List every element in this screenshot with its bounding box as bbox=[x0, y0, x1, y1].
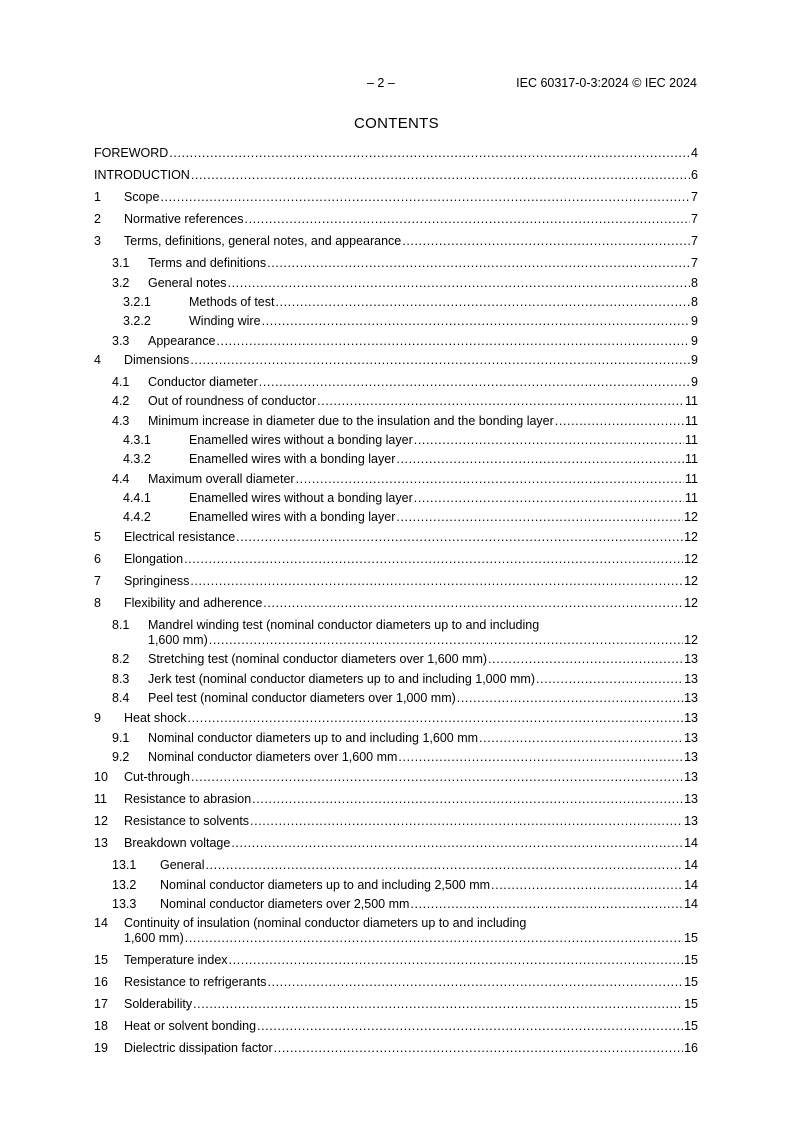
document-reference: IEC 60317-0-3:2024 © IEC 2024 bbox=[516, 76, 697, 90]
toc-entry-number: 4.3.2 bbox=[123, 452, 151, 466]
page-header bbox=[0, 76, 793, 92]
dot-leader bbox=[479, 731, 683, 746]
toc-entry[interactable] bbox=[94, 1041, 698, 1056]
toc-entry-page: 9 bbox=[691, 314, 698, 328]
toc-entry-title: Nominal conductor diameters over 2,500 mm bbox=[160, 897, 410, 911]
toc-entry-page: 4 bbox=[691, 146, 698, 160]
dot-leader bbox=[229, 953, 684, 968]
toc-entry-page: 13 bbox=[684, 691, 698, 705]
toc-entry-title: Nominal conductor diameters over 1,600 mm bbox=[148, 750, 398, 764]
toc-entry-page: 7 bbox=[691, 212, 698, 226]
toc-entry[interactable] bbox=[94, 792, 698, 807]
toc-entry-page: 11 bbox=[685, 452, 698, 466]
toc-entry[interactable] bbox=[94, 618, 698, 648]
toc-entry[interactable] bbox=[94, 897, 698, 912]
toc-entry-page: 14 bbox=[684, 878, 698, 892]
toc-entry-number: 11 bbox=[94, 792, 107, 806]
toc-entry-page: 7 bbox=[691, 256, 698, 270]
toc-entry-page: 13 bbox=[684, 770, 698, 784]
toc-entry[interactable] bbox=[94, 953, 698, 968]
toc-entry[interactable] bbox=[94, 452, 698, 467]
toc-entry-title: Cut-through bbox=[124, 770, 191, 784]
toc-entry-number: 4.1 bbox=[112, 375, 130, 389]
dot-leader bbox=[209, 633, 683, 648]
dot-leader bbox=[205, 858, 683, 873]
toc-entry-number: 9.1 bbox=[112, 731, 130, 745]
toc-entry[interactable] bbox=[94, 510, 698, 525]
toc-entry-title: Minimum increase in diameter due to the insulation and the bonding layer bbox=[148, 414, 554, 428]
toc-entry[interactable] bbox=[94, 814, 698, 829]
toc-entry-title: General notes bbox=[148, 276, 227, 290]
toc-entry-title: Winding wire bbox=[189, 314, 261, 328]
toc-entry-number: 3.2 bbox=[112, 276, 130, 290]
toc-entry-number: 19 bbox=[94, 1041, 108, 1055]
toc-entry-page: 12 bbox=[684, 510, 698, 524]
toc-entry[interactable] bbox=[94, 836, 698, 851]
dot-leader bbox=[191, 770, 683, 785]
toc-entry-title: Peel test (nominal conductor diameters over 1,000 mm) bbox=[148, 691, 456, 705]
toc-entry-number: 1 bbox=[94, 190, 101, 204]
dot-leader bbox=[396, 510, 683, 525]
toc-entry-title: Nominal conductor diameters up to and including 1,600 mm bbox=[148, 731, 479, 745]
toc-entry[interactable] bbox=[94, 212, 698, 227]
toc-entry-number: 8.2 bbox=[112, 652, 130, 666]
toc-entry-number: 5 bbox=[94, 530, 101, 544]
toc-entry-title: Stretching test (nominal conductor diameters over 1,600 mm) bbox=[148, 652, 488, 666]
toc-entry-page: 15 bbox=[684, 975, 698, 989]
toc-entry-title: Mandrel winding test (nominal conductor diameters up to and including bbox=[148, 618, 540, 632]
toc-entry-number: 14 bbox=[94, 916, 108, 930]
toc-entry[interactable] bbox=[94, 878, 698, 893]
toc-entry[interactable] bbox=[94, 234, 698, 249]
dot-leader bbox=[184, 552, 683, 567]
dot-leader bbox=[257, 1019, 683, 1034]
toc-entry-number: 12 bbox=[94, 814, 108, 828]
dot-leader bbox=[236, 530, 683, 545]
toc-entry-title: General bbox=[160, 858, 205, 872]
dot-leader bbox=[231, 836, 683, 851]
toc-entry-number: 4.4.1 bbox=[123, 491, 151, 505]
toc-entry-title: Enamelled wires without a bonding layer bbox=[189, 491, 413, 505]
dot-leader bbox=[275, 295, 690, 310]
toc-entry-number: 10 bbox=[94, 770, 108, 784]
toc-entry-title: Terms, definitions, general notes, and appearance bbox=[124, 234, 402, 248]
toc-entry-page: 11 bbox=[685, 433, 698, 447]
toc-entry-number: 3.1 bbox=[112, 256, 130, 270]
toc-entry[interactable] bbox=[94, 770, 698, 785]
toc-entry-title: Breakdown voltage bbox=[124, 836, 231, 850]
dot-leader bbox=[228, 276, 691, 291]
contents-title: CONTENTS bbox=[354, 115, 439, 132]
toc-entry-number: 4.4.2 bbox=[123, 510, 151, 524]
toc-entry[interactable] bbox=[94, 750, 698, 765]
toc-entry-title: Enamelled wires with a bonding layer bbox=[189, 452, 396, 466]
toc-entry-page: 14 bbox=[684, 858, 698, 872]
dot-leader bbox=[262, 314, 690, 329]
toc-entry-title: Appearance bbox=[148, 334, 216, 348]
toc-entry[interactable] bbox=[94, 433, 698, 448]
toc-entry-title: Temperature index bbox=[124, 953, 228, 967]
dot-leader bbox=[160, 190, 690, 205]
dot-leader bbox=[402, 234, 690, 249]
toc-entry-page: 13 bbox=[684, 814, 698, 828]
toc-entry-title-continuation: 1,600 mm) bbox=[148, 633, 208, 647]
toc-entry[interactable] bbox=[94, 916, 698, 946]
dot-leader bbox=[169, 146, 690, 161]
toc-entry-title: Out of roundness of conductor bbox=[148, 394, 317, 408]
toc-entry-title: Heat shock bbox=[124, 711, 187, 725]
page-number: – 2 – bbox=[367, 76, 395, 90]
dot-leader bbox=[488, 652, 683, 667]
toc-entry-number: 4.4 bbox=[112, 472, 130, 486]
toc-entry-page: 12 bbox=[684, 552, 698, 566]
toc-entry-page: 14 bbox=[684, 836, 698, 850]
toc-entry[interactable] bbox=[94, 394, 698, 409]
toc-entry-number: 8.1 bbox=[112, 618, 130, 632]
toc-entry-page: 9 bbox=[691, 353, 698, 367]
toc-entry-page: 12 bbox=[684, 530, 698, 544]
toc-entry[interactable] bbox=[94, 731, 698, 746]
toc-entry-title: Elongation bbox=[124, 552, 184, 566]
toc-entry-page: 9 bbox=[691, 334, 698, 348]
toc-entry[interactable] bbox=[94, 858, 698, 873]
toc-entry-page: 11 bbox=[685, 394, 698, 408]
toc-entry-number: 3.3 bbox=[112, 334, 130, 348]
toc-entry-page: 12 bbox=[684, 633, 698, 647]
toc-entry-title: Continuity of insulation (nominal conductor diameters up to and including bbox=[124, 916, 527, 930]
toc-entry-title: Flexibility and adherence bbox=[124, 596, 263, 610]
dot-leader bbox=[188, 711, 684, 726]
dot-leader bbox=[457, 691, 683, 706]
toc-entry-page: 15 bbox=[684, 931, 698, 945]
dot-leader bbox=[245, 212, 691, 227]
toc-entry-page: 7 bbox=[691, 190, 698, 204]
toc-entry-number: 6 bbox=[94, 552, 101, 566]
toc-entry-number: 13.1 bbox=[112, 858, 137, 872]
toc-entry-page: 13 bbox=[684, 652, 698, 666]
toc-entry-title: Enamelled wires without a bonding layer bbox=[189, 433, 413, 447]
toc-entry-title: Normative references bbox=[124, 212, 244, 226]
toc-entry-number: 4.3 bbox=[112, 414, 130, 428]
toc-entry-title: Nominal conductor diameters up to and including 2,500 mm bbox=[160, 878, 491, 892]
toc-entry-number: 4.3.1 bbox=[123, 433, 151, 447]
toc-entry-number: 3 bbox=[94, 234, 101, 248]
toc-entry-title: Methods of test bbox=[189, 295, 275, 309]
toc-entry-page: 6 bbox=[691, 168, 698, 182]
toc-entry-page: 16 bbox=[684, 1041, 698, 1055]
toc-entry[interactable] bbox=[94, 552, 698, 567]
dot-leader bbox=[193, 997, 683, 1012]
dot-leader bbox=[536, 672, 683, 687]
dot-leader bbox=[396, 452, 684, 467]
toc-entry-title: Resistance to abrasion bbox=[124, 792, 252, 806]
toc-entry-title: INTRODUCTION bbox=[94, 168, 190, 182]
toc-entry-number: 16 bbox=[94, 975, 108, 989]
dot-leader bbox=[398, 750, 683, 765]
dot-leader bbox=[263, 596, 683, 611]
toc-entry-number: 4.2 bbox=[112, 394, 130, 408]
dot-leader bbox=[185, 931, 683, 946]
toc-entry-number: 2 bbox=[94, 212, 101, 226]
dot-leader bbox=[414, 433, 684, 448]
dot-leader bbox=[190, 574, 683, 589]
toc-entry-title: Resistance to refrigerants bbox=[124, 975, 267, 989]
toc-entry-page: 8 bbox=[691, 295, 698, 309]
toc-entry-page: 7 bbox=[691, 234, 698, 248]
toc-entry-page: 15 bbox=[684, 953, 698, 967]
toc-entry-title-continuation: 1,600 mm) bbox=[124, 931, 184, 945]
dot-leader bbox=[491, 878, 683, 893]
toc-entry-page: 12 bbox=[684, 574, 698, 588]
dot-leader bbox=[296, 472, 684, 487]
toc-entry-number: 7 bbox=[94, 574, 101, 588]
toc-entry[interactable] bbox=[94, 975, 698, 990]
toc-entry-page: 11 bbox=[685, 491, 698, 505]
toc-entry-number: 13.2 bbox=[112, 878, 137, 892]
dot-leader bbox=[191, 168, 690, 183]
toc-entry[interactable] bbox=[94, 472, 698, 487]
toc-entry[interactable] bbox=[94, 530, 698, 545]
toc-entry-page: 13 bbox=[684, 672, 698, 686]
dot-leader bbox=[190, 353, 690, 368]
toc-entry[interactable] bbox=[94, 314, 698, 329]
toc-entry[interactable] bbox=[94, 375, 698, 390]
toc-entry-title: Jerk test (nominal conductor diameters up to and including 1,000 mm) bbox=[148, 672, 535, 686]
toc-entry-title: Dielectric dissipation factor bbox=[124, 1041, 273, 1055]
toc-entry-title: Heat or solvent bonding bbox=[124, 1019, 257, 1033]
toc-entry-page: 13 bbox=[684, 792, 698, 806]
toc-entry-page: 13 bbox=[684, 750, 698, 764]
dot-leader bbox=[414, 491, 684, 506]
toc-entry-number: 17 bbox=[94, 997, 108, 1011]
toc-entry[interactable] bbox=[94, 652, 698, 667]
toc-entry[interactable] bbox=[94, 414, 698, 429]
toc-entry[interactable] bbox=[94, 596, 698, 611]
toc-entry-number: 9.2 bbox=[112, 750, 130, 764]
toc-entry-page: 14 bbox=[684, 897, 698, 911]
toc-entry[interactable] bbox=[94, 574, 698, 589]
toc-entry-number: 13 bbox=[94, 836, 108, 850]
toc-entry-page: 12 bbox=[684, 596, 698, 610]
toc-entry-number: 13.3 bbox=[112, 897, 137, 911]
toc-entry-page: 15 bbox=[684, 997, 698, 1011]
toc-entry-page: 15 bbox=[684, 1019, 698, 1033]
toc-entry[interactable] bbox=[94, 353, 698, 368]
toc-entry-title: Electrical resistance bbox=[124, 530, 236, 544]
toc-entry-title: Scope bbox=[124, 190, 160, 204]
toc-entry-title: Resistance to solvents bbox=[124, 814, 250, 828]
dot-leader bbox=[259, 375, 690, 390]
toc-entry-number: 8.4 bbox=[112, 691, 130, 705]
dot-leader bbox=[250, 814, 683, 829]
toc-entry-title: Enamelled wires with a bonding layer bbox=[189, 510, 396, 524]
dot-leader bbox=[267, 975, 683, 990]
toc-entry[interactable] bbox=[94, 691, 698, 706]
toc-entry-page: 11 bbox=[685, 414, 698, 428]
toc-entry-title: Dimensions bbox=[124, 353, 190, 367]
toc-entry-title: Terms and definitions bbox=[148, 256, 267, 270]
toc-entry-number: 3.2.1 bbox=[123, 295, 151, 309]
dot-leader bbox=[317, 394, 684, 409]
dot-leader bbox=[555, 414, 684, 429]
toc-entry[interactable] bbox=[94, 168, 698, 183]
toc-entry[interactable] bbox=[94, 256, 698, 271]
toc-entry-number: 18 bbox=[94, 1019, 108, 1033]
toc-entry-title: Conductor diameter bbox=[148, 375, 258, 389]
toc-entry-title: Springiness bbox=[124, 574, 190, 588]
dot-leader bbox=[267, 256, 690, 271]
dot-leader bbox=[410, 897, 683, 912]
dot-leader bbox=[252, 792, 683, 807]
toc-entry-page: 9 bbox=[691, 375, 698, 389]
toc-entry-number: 15 bbox=[94, 953, 108, 967]
toc-entry-title: FOREWORD bbox=[94, 146, 169, 160]
toc-entry[interactable] bbox=[94, 146, 698, 161]
dot-leader bbox=[274, 1041, 683, 1056]
toc-entry-number: 9 bbox=[94, 711, 101, 725]
toc-entry-number: 3.2.2 bbox=[123, 314, 151, 328]
toc-entry[interactable] bbox=[94, 997, 698, 1012]
toc-entry-number: 4 bbox=[94, 353, 101, 367]
toc-entry[interactable] bbox=[94, 1019, 698, 1034]
toc-entry-number: 8.3 bbox=[112, 672, 130, 686]
toc-entry[interactable] bbox=[94, 711, 698, 726]
toc-entry-page: 13 bbox=[684, 731, 698, 745]
toc-entry-title: Maximum overall diameter bbox=[148, 472, 295, 486]
toc-entry[interactable] bbox=[94, 190, 698, 205]
toc-entry-title: Solderability bbox=[124, 997, 193, 1011]
toc-entry[interactable] bbox=[94, 334, 698, 349]
toc-entry[interactable] bbox=[94, 491, 698, 506]
toc-entry[interactable] bbox=[94, 295, 698, 310]
dot-leader bbox=[216, 334, 690, 349]
toc-entry-number: 8 bbox=[94, 596, 101, 610]
toc-entry[interactable] bbox=[94, 672, 698, 687]
toc-entry-page: 11 bbox=[685, 472, 698, 486]
toc-entry-page: 13 bbox=[684, 711, 698, 725]
toc-entry-page: 8 bbox=[691, 276, 698, 290]
toc-entry[interactable] bbox=[94, 276, 698, 291]
